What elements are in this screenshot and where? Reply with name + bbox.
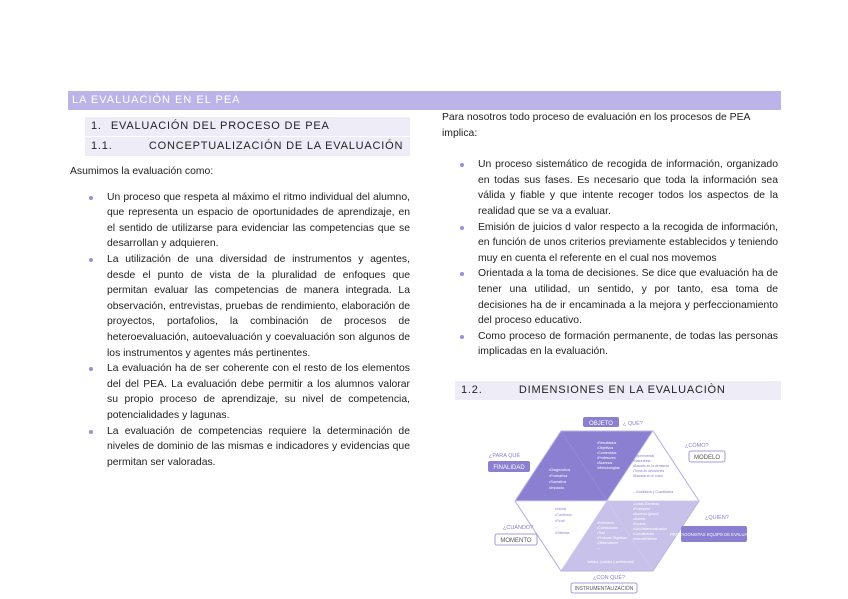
svg-text:•Naturalista: •Naturalista (633, 459, 651, 463)
svg-text:•Test: •Test (597, 531, 605, 535)
section-banner: LA EVALUACIÓN EN EL PEA (68, 91, 781, 110)
svg-text:•Alumnos: •Alumnos (597, 461, 613, 465)
diagram-label: MODELO (693, 455, 721, 461)
heading-evaluacion-proceso (85, 117, 410, 136)
svg-text:•Inicial: •Inicial (555, 507, 567, 511)
list-item: Orientada a la toma de decisiones. Se dice que evaluación ha de tener una utilidad, un sentido, y por tanto, esa toma de decisiones ha de ir encaminada a la mejora y perfeccionamiento del proceso educativo. (478, 266, 778, 328)
svg-text:•Contenidos: •Contenidos (597, 451, 617, 455)
diagram-label: ¿CUÁNDO? (503, 525, 534, 531)
svg-text:•Diferida: •Diferida (555, 531, 570, 535)
left-bullet-list (70, 190, 410, 471)
list-item: Un proceso que respeta al máximo el ritmo individual del alumno, que representa un espacio de oportunidades de aprendizaje, en el sentido de utilizarse para evidenciar las competencias que se desarrollan y adquieren. (107, 190, 410, 252)
heading-number: 1.1. (91, 140, 113, 152)
list-item: Como proceso de formación permanente, de todas las personas implicadas en la evaluación. (478, 329, 778, 360)
svg-text:•Basada en el costo: •Basada en el costo (633, 474, 664, 478)
svg-text:•Profesores: •Profesores (633, 507, 651, 511)
heading-text: EVALUACIÓN DEL PROCESO DE PEA (110, 120, 330, 132)
diagram-label: FINALIDAD (493, 465, 525, 471)
svg-text:•Metodologías: •Metodologías (597, 466, 620, 470)
list-item: Un proceso sistemático de recogida de información, organizado en todas sus fases. Es necesario que toda la información sea válida y fiable y que intente recoger todos los aspectos de la realidad que se va a evaluar. (478, 157, 778, 219)
svg-text:•Juntas Directivas: •Juntas Directivas (633, 502, 660, 506)
svg-text:•Continua: •Continua (555, 513, 572, 517)
heading-dimensiones (455, 381, 781, 400)
svg-text:•Experimental: •Experimental (633, 454, 654, 458)
right-intro: Para nosotros todo proceso de evaluación en los procesos de PEA implica: (442, 112, 750, 139)
svg-text:•Formativa: •Formativa (549, 474, 568, 478)
svg-text:•Profesores: •Profesores (597, 456, 616, 460)
svg-text:•Final: •Final (555, 519, 565, 523)
svg-text:•Observación: •Observación (597, 541, 618, 545)
svg-text:•Entrevista: •Entrevista (597, 521, 614, 525)
heading-number: 1.2. (461, 384, 483, 396)
diagram-label: ¿PARA QUÉ (489, 453, 521, 459)
diagram-label: ¿CON QUÉ? (593, 575, 626, 581)
svg-text:...: ... (555, 525, 559, 529)
svg-text:•Experto: •Experto (633, 522, 646, 526)
list-item: La evaluación de competencias requiere la determinación de niveles de dominio de las mismas e indicadores y evidencias que permitan ser valoradas. (107, 424, 410, 471)
svg-text:•Alumnos (grupo): •Alumnos (grupo) (633, 512, 659, 516)
left-column (70, 164, 410, 470)
left-intro: Asumimos la evaluación como: (70, 166, 214, 177)
evaluation-dimensions-diagram (483, 411, 763, 597)
heading-number: 1. (91, 120, 102, 132)
right-column (442, 110, 778, 360)
heading-conceptualizacion (85, 137, 410, 156)
svg-text:•Toma de decisiones: •Toma de decisiones (633, 469, 665, 473)
diagram-label: PROTAGONISTAS EQUIPO DE EVALUACIÓN (670, 532, 758, 537)
list-item: Emisión de juicios d valor respecto a la recogida de información, en función de unos criterios previamente establecidos y teniendo muy en cuenta el referente en el cual nos movemos (478, 220, 778, 267)
heading-text: CONCEPTUALIZACIÓN DE LA EVALUACIÓN (148, 140, 404, 152)
svg-text:Validez, (validez y pertinenci: Validez, (validez y pertinencia) (587, 560, 635, 564)
svg-text:•Objetivos: •Objetivos (597, 446, 614, 450)
svg-text:•Cuestionario: •Cuestionario (597, 526, 618, 530)
svg-text:•Basado en la demanda: •Basado en la demanda (633, 464, 670, 468)
diagram-label: INSTRUMENTALIZACIÓN (574, 586, 634, 592)
svg-text:•Interna/Externa: •Interna/Externa (633, 537, 657, 541)
diagram-label: ¿ QUÉ? (623, 421, 643, 427)
svg-text:•Alumno: •Alumno (633, 517, 646, 521)
svg-text:•Sumativa: •Sumativa (549, 480, 567, 484)
svg-text:•Diagnóstica: •Diagnóstica (549, 468, 571, 472)
diagram-label: ¿QUIÉN? (705, 515, 729, 521)
svg-text:•Impacto: •Impacto (549, 486, 564, 490)
right-bullet-list (442, 157, 778, 360)
svg-text:•Coevaluación: •Coevaluación (633, 532, 655, 536)
list-item: La utilización de una diversidad de instrumentos y agentes, desde el punto de vista de la pluralidad de enfoques que permitan evaluar las competencias de manera integrada. La observación, entrevistas, pruebas de rendimiento, elaboración de proyectos, portafolios, la combinación de procesos de heteroevaluación, autoevaluación y coevaluación son algunos de los instrumentos y agentes más pertinentes. (107, 252, 410, 361)
svg-text:...: ... (597, 546, 600, 550)
diagram-label: ¿CÓMO? (685, 443, 709, 449)
heading-text: DIMENSIONES EN LA EVALUACIÒN (518, 384, 726, 396)
diagram-label: MOMENTO (500, 538, 532, 544)
svg-text:...Cualitativa y Cuantitativa: ...Cualitativa y Cuantitativa (633, 490, 674, 494)
svg-text:•Resultados: •Resultados (597, 441, 617, 445)
svg-text:•Auto/heteroevaluación: •Auto/heteroevaluación (633, 527, 667, 531)
diagram-label: OBJETO (589, 421, 613, 427)
svg-text:•Pruebas Objetivas: •Pruebas Objetivas (597, 536, 627, 540)
list-item: La evaluación ha de ser coherente con el resto de los elementos del del PEA. La evaluación debe permitir a los alumnos valorar su propio proceso de aprendizaje, su nivel de competencia, potencialidades y lagunas. (107, 361, 410, 423)
